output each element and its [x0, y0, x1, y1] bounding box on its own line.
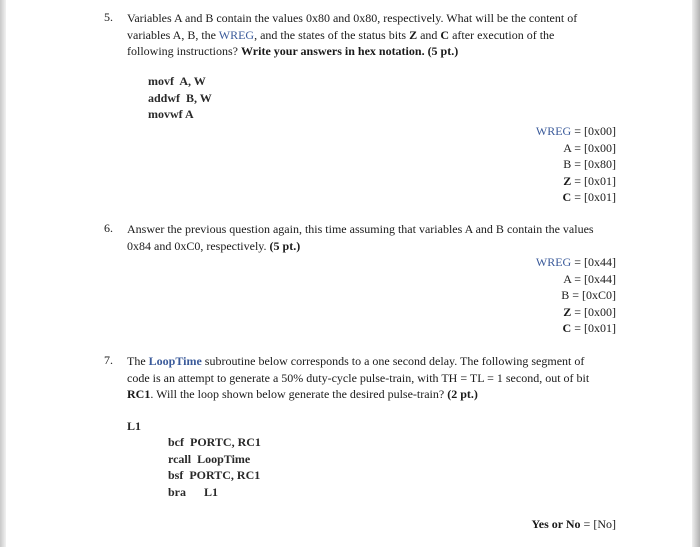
q5-answer-b: B = [0x80]	[563, 157, 616, 171]
q5-answer-wreg: WREG = [0x00]	[535, 124, 616, 138]
q6-line1: Answer the previous question again, this time assuming that variables A and B contain the values	[127, 222, 594, 236]
code-line: rcall LoopTime	[168, 451, 251, 466]
q5-code-block	[148, 73, 212, 123]
q6-answer-b: B = [0xC0]	[561, 288, 616, 302]
code-line: bcf PORTC, RC1	[168, 435, 261, 449]
q5-text	[127, 10, 647, 60]
q5-line1: Variables A and B contain the values 0x80 and 0x80, respectively. What will be the content of	[127, 11, 578, 25]
q6-answer-a: A = [0x44]	[563, 271, 616, 286]
q7-answer: Yes or No = [No]	[531, 517, 616, 531]
q6-answers	[536, 254, 616, 337]
q7-label-l1: L1	[127, 419, 142, 433]
q5-answers	[536, 123, 616, 206]
page-shadow-left	[0, 0, 6, 547]
code-line: bsf PORTC, RC1	[168, 468, 261, 482]
q7-answer-value: [No]	[593, 517, 616, 531]
q5-line2: variables A, B, the WREG, and the states of the status bits Z and C after execution of the	[127, 27, 555, 42]
q6-line2: 0x84 and 0xC0, respectively. (5 pt.)	[127, 238, 301, 253]
code-line: movf A, W	[148, 74, 206, 88]
q7-line1: The LoopTime subroutine below corresponds to a one second delay. The following segment of	[127, 354, 585, 368]
q6-answer-z: Z = [0x00]	[563, 304, 616, 319]
code-line: bra L1	[168, 484, 219, 499]
q5-line3: following instructions? Write your answers in hex notation. (5 pt.)	[127, 44, 459, 58]
q6-number: 6.	[104, 221, 113, 235]
q7-code-block	[168, 434, 261, 500]
q7-answer-label: Yes or No	[531, 517, 581, 531]
q7-line3: RC1. Will the loop shown below generate the desired pulse-train? (2 pt.)	[127, 387, 478, 401]
q7-number: 7.	[104, 353, 113, 367]
q5-answer-z: Z = [0x01]	[563, 173, 616, 188]
q7-line2: code is an attempt to generate a 50% duty-cycle pulse-train, with TH = TL = 1 second, out of bit	[127, 370, 590, 385]
q5-number: 5.	[104, 10, 113, 24]
code-line: movwf A	[148, 107, 194, 121]
q5-answer-c: C = [0x01]	[562, 190, 616, 204]
q6-answer-wreg: WREG = [0x44]	[535, 255, 616, 269]
q7-text	[127, 353, 647, 403]
page-shadow-right	[692, 0, 700, 547]
q5-answer-a: A = [0x00]	[563, 140, 616, 155]
q6-text	[127, 221, 657, 254]
code-line: addwf B, W	[148, 90, 212, 105]
q6-answer-c: C = [0x01]	[562, 321, 616, 335]
